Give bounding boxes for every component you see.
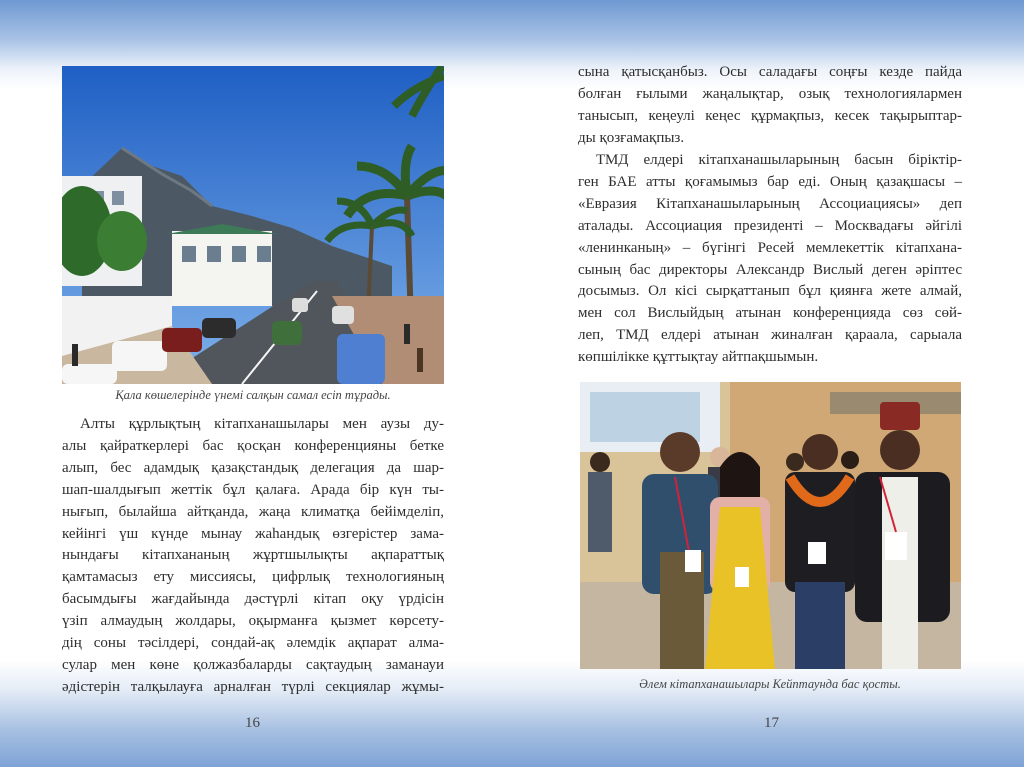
street-photo-caption: Қала көшелерінде үнемі салқын самал есіп тұрады. [115,388,391,402]
right-body-text-1 [578,62,962,150]
page-number-left: 16 [245,715,260,731]
right-paragraph2-line: досымыз. Ол кісі сырқаттанып бұл қиянға жете алмай, [578,283,962,300]
left-paragraph-line: басымдығы жағдайында дәстүрлі кітап оқу үрдісін [62,591,444,608]
right-body-text-2 [578,150,962,369]
left-paragraph-line: әдістерін талқылауға арналған түрлі секциялар жұмы- [62,678,444,695]
right-paragraph1-line: болған ғылыми жаңалықтар, озық технологиялармен [578,85,962,102]
right-paragraph2-line: леп, ТМД елдері атынан жиналған қараала, сарыала [578,327,962,344]
left-paragraph-line: нығып, былайша айтқанда, жаңа климатқа бейімделіп, [62,503,444,520]
left-paragraph-line: шап-шалдығып жеттік бұл қалаға. Арада бір күн ты- [62,481,444,498]
right-paragraph2-line: көпшілікке құттықтау айтпақшымын. [578,349,819,366]
page-number-right: 17 [764,715,779,731]
conference-photo [580,382,961,669]
left-page [62,0,444,767]
left-paragraph-line: алы қайраткерлері бас қосқан конференцияны бетке [62,437,444,454]
left-paragraph-line: дің соны тәсілдері, сондай-ақ әлемдік ақпарат алма- [62,635,444,652]
left-paragraph-line: үзіп алмаудың жолдары, оқырманға қызмет көрсету- [62,613,444,630]
right-paragraph1-line: ды қозғамақпыз. [578,129,685,146]
left-paragraph-line: қамтамасыз ету миссиясы, цифрлық технологияның [62,569,444,586]
left-paragraph-line: кейінгі үш күнде мынау жаһандық өзгерістер зама- [62,525,444,542]
right-paragraph2-line: сының бас директоры Александр Вислый деген әріптес [578,261,962,278]
left-paragraph-line: Алты құрлықтың кітапханашылары мен аузы ду- [80,416,444,432]
right-paragraph2-line: «ленинканың» – бүгінгі Ресей мемлекеттік кітапхана- [578,239,962,256]
conference-photo-caption: Әлем кітапханашылары Кейптаунда бас қосты. [639,677,901,691]
street-photo [62,66,444,384]
right-page [578,0,962,767]
left-paragraph-line: сулар мен көне қолжазбаларды сақтаудың заманауи [62,656,444,673]
right-paragraph2-line: ген БАЕ атты қоғамымыз бар еді. Оның қазақшасы – [578,173,962,190]
right-paragraph2-line: мен сол Вислыйдың атынан конференцияда сөз сөй- [578,305,962,322]
right-paragraph2-line: аталады. Ассоциация президенті – Москвадағы әйгілі [578,217,962,234]
left-paragraph-line: нындағы кітапхананың жұртшылықты ақпараттық [62,547,444,564]
right-paragraph1-line: сына қатысқанбыз. Осы саладағы соңғы кезде пайда [578,64,962,80]
right-paragraph2-line: ТМД елдері кітапханашыларының басын біріктір- [596,152,962,168]
left-paragraph-line: алып, бес адамдық қазақстандық делегация да шар- [62,459,444,476]
right-paragraph2-line: «Евразия Кітапханашыларының Ассоциациясы» деп [578,195,962,212]
left-body-text [62,414,444,699]
right-paragraph1-line: танысып, кеңеулі кеңес құрмақпыз, кесек тақырыптар- [578,107,962,124]
